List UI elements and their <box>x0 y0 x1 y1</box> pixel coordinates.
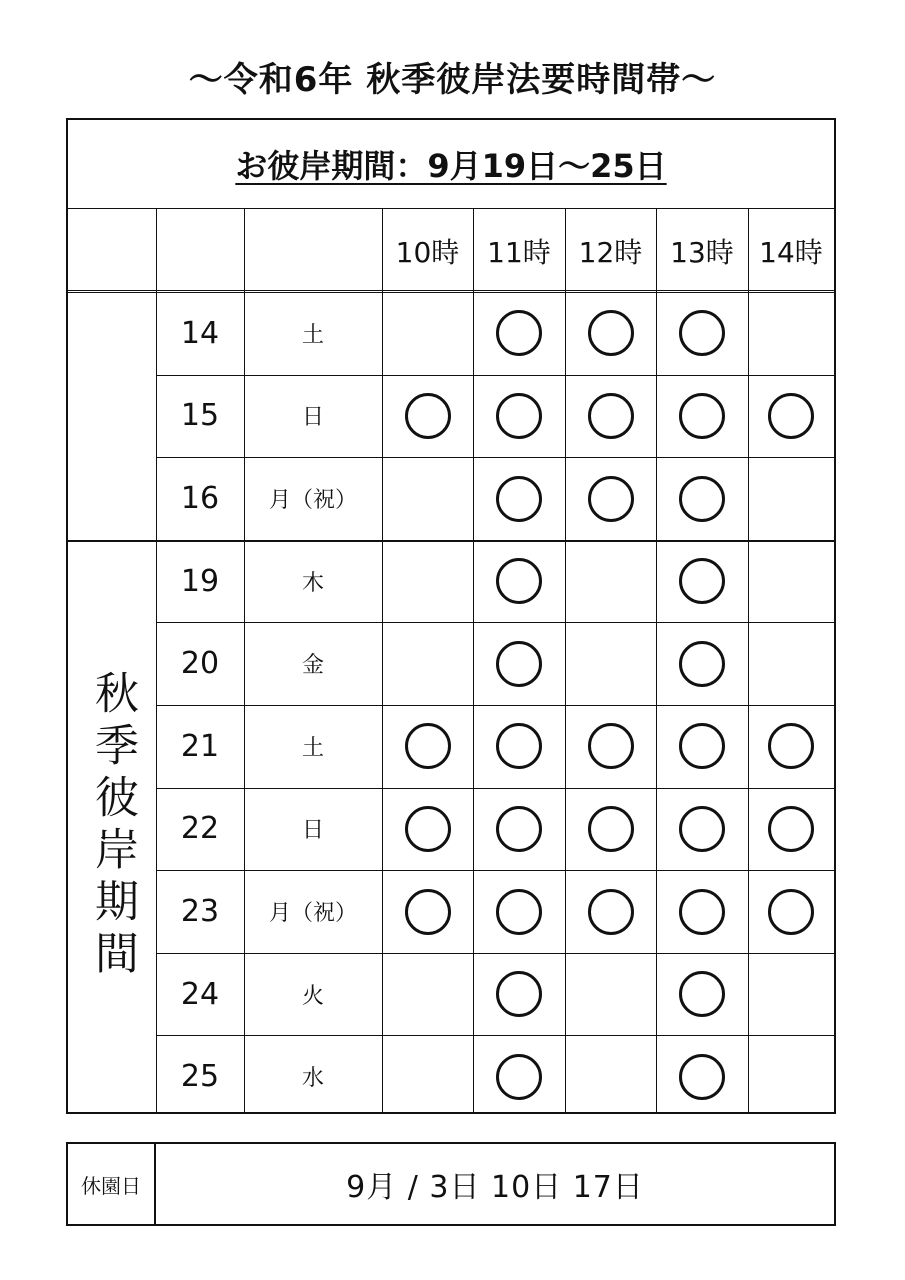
available-circle-icon <box>496 1054 542 1100</box>
closed-days-label: 休園日 <box>68 1144 156 1224</box>
row-day-of-week: 土 <box>301 735 324 761</box>
row-date: 19 <box>180 563 220 599</box>
available-circle-icon <box>679 1054 725 1100</box>
column-divider <box>656 208 657 1114</box>
row-date: 21 <box>180 728 220 764</box>
available-circle-icon <box>679 971 725 1017</box>
available-circle-icon <box>768 889 814 935</box>
period-header-text: お彼岸期間：9月19日～25日 <box>235 147 667 185</box>
available-circle-icon <box>496 310 542 356</box>
column-divider <box>565 208 566 1114</box>
column-divider <box>473 208 474 1114</box>
side-label: 秋季彼岸期間 <box>87 670 138 982</box>
available-circle-icon <box>679 476 725 522</box>
header-divider <box>68 208 834 209</box>
row-day-of-week: 月（祝） <box>268 487 357 513</box>
page-title: ～令和6年 秋季彼岸法要時間帯～ <box>188 60 717 100</box>
available-circle-icon <box>588 889 634 935</box>
hour-header: 12時 <box>578 236 643 269</box>
available-circle-icon <box>405 806 451 852</box>
row-day-of-week: 日 <box>301 818 324 844</box>
closed-days-box <box>66 1142 836 1226</box>
row-date: 15 <box>180 398 220 434</box>
available-circle-icon <box>496 889 542 935</box>
available-circle-icon <box>405 889 451 935</box>
row-day-of-week: 火 <box>301 983 324 1009</box>
available-circle-icon <box>679 723 725 769</box>
available-circle-icon <box>768 723 814 769</box>
available-circle-icon <box>496 971 542 1017</box>
row-date: 23 <box>180 893 220 929</box>
row-date: 24 <box>180 976 220 1012</box>
period-header <box>68 120 834 208</box>
available-circle-icon <box>588 476 634 522</box>
available-circle-icon <box>588 806 634 852</box>
available-circle-icon <box>679 641 725 687</box>
available-circle-icon <box>496 393 542 439</box>
available-circle-icon <box>679 889 725 935</box>
hour-header: 14時 <box>759 236 823 269</box>
available-circle-icon <box>768 806 814 852</box>
row-day-of-week: 金 <box>301 653 324 679</box>
row-day-of-week: 日 <box>301 405 324 431</box>
available-circle-icon <box>405 723 451 769</box>
row-day-of-week: 月（祝） <box>268 900 357 926</box>
row-date: 14 <box>180 315 220 351</box>
available-circle-icon <box>768 393 814 439</box>
row-date: 25 <box>180 1059 220 1095</box>
hour-header: 10時 <box>395 236 460 269</box>
column-divider <box>748 208 749 1114</box>
row-day-of-week: 水 <box>301 1066 324 1092</box>
available-circle-icon <box>679 393 725 439</box>
row-day-of-week: 木 <box>301 570 324 596</box>
closed-days-dates: 9月 / 3日 10日 17日 <box>346 1170 644 1205</box>
available-circle-icon <box>496 476 542 522</box>
row-date: 22 <box>180 811 220 847</box>
schedule-table <box>66 118 836 1114</box>
row-date: 20 <box>180 646 220 682</box>
available-circle-icon <box>496 723 542 769</box>
hour-header: 13時 <box>670 236 734 269</box>
hour-header: 11時 <box>487 236 551 269</box>
available-circle-icon <box>496 641 542 687</box>
row-day-of-week: 土 <box>301 322 324 348</box>
row-date: 16 <box>180 480 220 516</box>
available-circle-icon <box>588 723 634 769</box>
available-circle-icon <box>496 806 542 852</box>
available-circle-icon <box>679 310 725 356</box>
column-divider <box>382 208 383 1114</box>
available-circle-icon <box>588 310 634 356</box>
available-circle-icon <box>496 558 542 604</box>
available-circle-icon <box>405 393 451 439</box>
available-circle-icon <box>679 558 725 604</box>
available-circle-icon <box>588 393 634 439</box>
available-circle-icon <box>679 806 725 852</box>
